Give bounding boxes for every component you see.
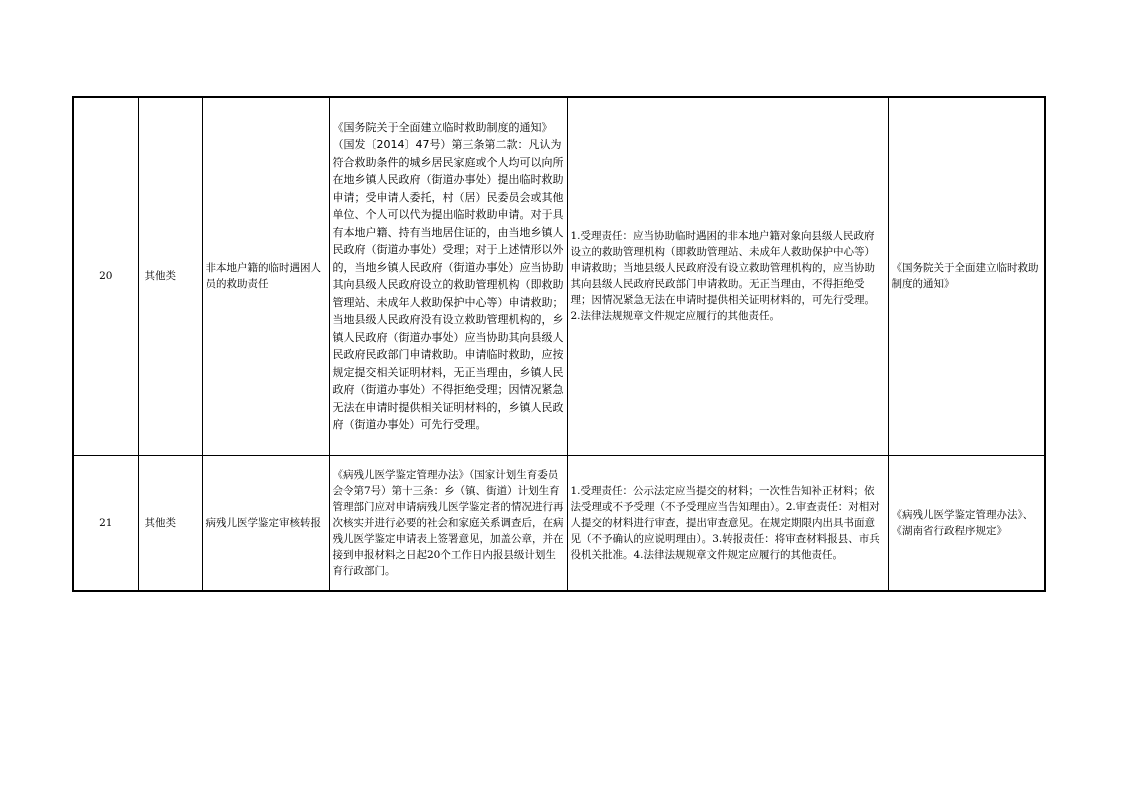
table-row bbox=[73, 455, 1045, 591]
table-row bbox=[73, 97, 1045, 455]
row-legal-basis: 《国务院关于全面建立临时救助制度的通知》（国发〔2014〕47号）第三条第二款：凡认为符合救助条件的城乡居民家庭或个人均可以向所在地乡镇人民政府（街道办事处）提出临时救助申请；受申请人委托，村（居）民委员会或其他单位、个人可以代为提出临时救助申请。对于具有本地户籍、持有当地居住证的，由当地乡镇人民政府（街道办事处）受理；对于上述情形以外的，当地乡镇人民政府（街道办事处）应当协助其向县级人民政府设立的救助管理机构（即救助管理站、未成年人救助保护中心等）申请救助；当地县级人民政府没有设立救助管理机构的，乡镇人民政府（街道办事处）应当协助其向县级人民政府民政部门申请救助。申请临时救助，应按规定提交相关证明材料，无正当理由，乡镇人民政府（街道办事处）不得拒绝受理；因情况紧急无法在申请时提供相关证明材料的，乡镇人民政府（街道办事处）可先行受理。 bbox=[329, 97, 567, 455]
responsibility-table bbox=[72, 96, 1046, 592]
row-item-name: 病残儿医学鉴定审核转报 bbox=[202, 455, 329, 591]
row-category: 其他类 bbox=[138, 97, 202, 455]
row-reference: 《国务院关于全面建立临时救助制度的通知》 bbox=[888, 97, 1045, 455]
row-category: 其他类 bbox=[138, 455, 202, 591]
row-index: 20 bbox=[73, 97, 138, 455]
row-responsibility: 1.受理责任：公示法定应当提交的材料；一次性告知补正材料；依法受理或不予受理（不予受理应当告知理由）。2.审查责任：对相对人提交的材料进行审查，提出审查意见。在规定期限内出具书面意见（不予确认的应说明理由）。3.转报责任：将审查材料报县、市兵役机关批准。4.法律法规规章文件规定应履行的其他责任。 bbox=[567, 455, 888, 591]
row-reference: 《病残儿医学鉴定管理办法》、《湖南省行政程序规定》 bbox=[888, 455, 1045, 591]
row-responsibility: 1.受理责任：应当协助临时遇困的非本地户籍对象向县级人民政府设立的救助管理机构（即救助管理站、未成年人救助保护中心等）申请救助；当地县级人民政府没有设立救助管理机构的，应当协助其向县级人民政府民政部门申请救助。无正当理由，不得拒绝受理；因情况紧急无法在申请时提供相关证明材料的，可先行受理。2.法律法规规章文件规定应履行的其他责任。 bbox=[567, 97, 888, 455]
row-legal-basis: 《病残儿医学鉴定管理办法》（国家计划生育委员会令第7号）第十三条：乡（镇、街道）计划生育管理部门应对申请病残儿医学鉴定者的情况进行再次核实并进行必要的社会和家庭关系调查后，在病残儿医学鉴定申请表上签署意见，加盖公章，并在接到申报材料之日起20个工作日内报县级计划生育行政部门。 bbox=[329, 455, 567, 591]
row-item-name: 非本地户籍的临时遇困人员的救助责任 bbox=[202, 97, 329, 455]
row-index: 21 bbox=[73, 455, 138, 591]
